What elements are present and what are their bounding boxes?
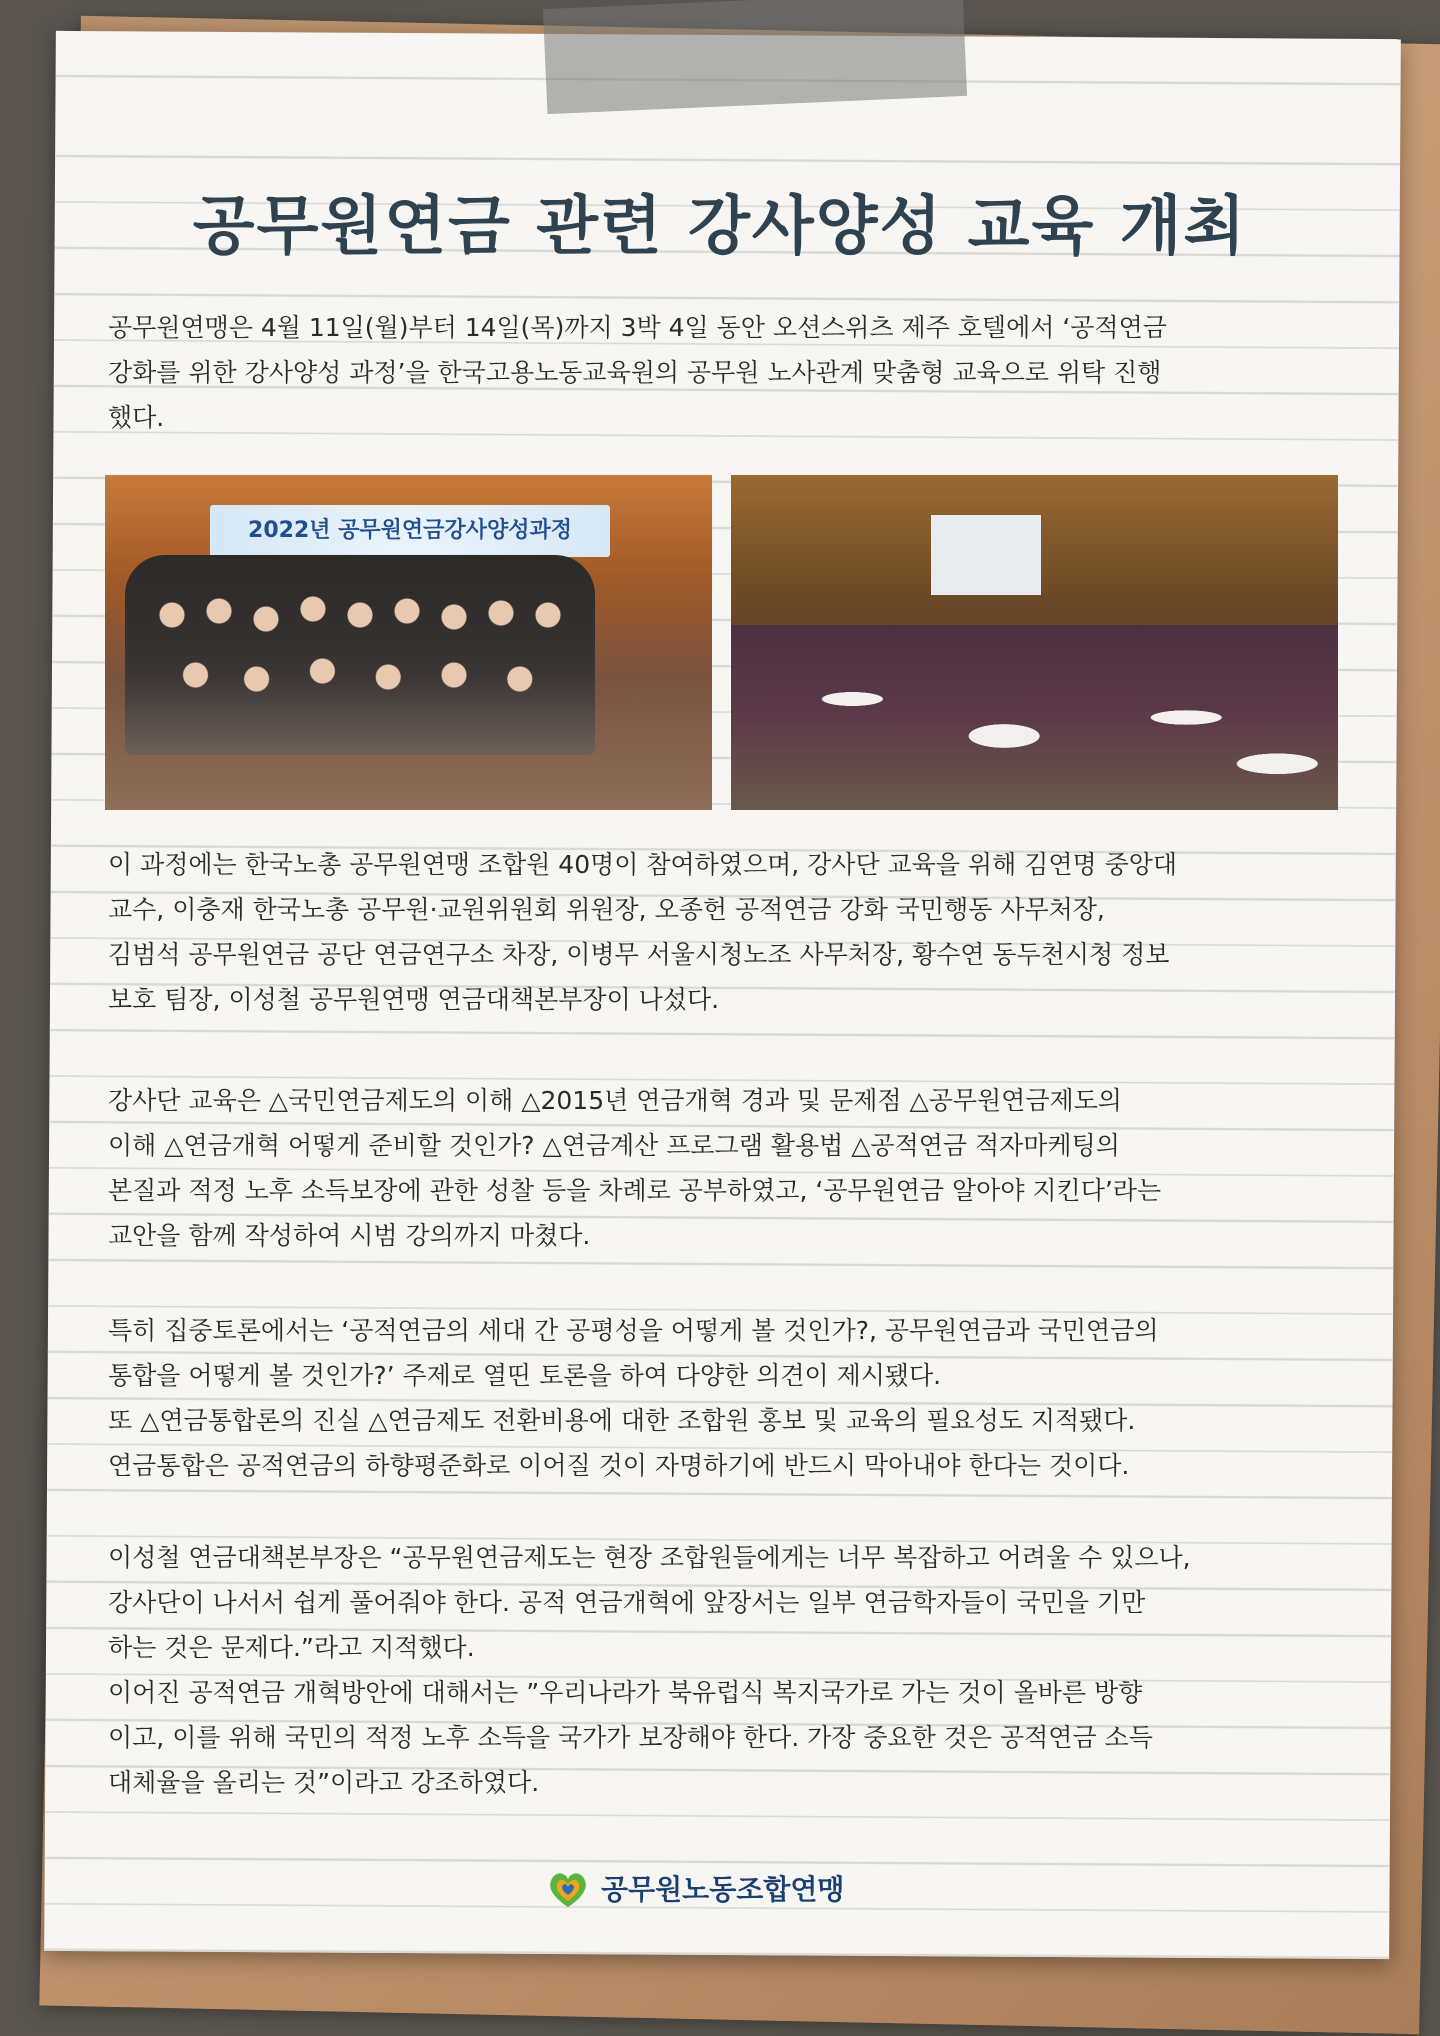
paragraph-remarks [108,1535,1338,1805]
paragraph-curriculum [108,1078,1338,1258]
paragraph-line: 교수, 이충재 한국노총 공무원·교원위원회 위원장, 오종헌 공적연금 강화 국민행동 사무처장, [108,895,1105,924]
paragraph-line: 대체율을 올리는 것”이라고 강조하였다. [108,1768,540,1797]
lecture-tables-graphic [731,625,1338,810]
org-logo [545,1865,844,1911]
paragraph-line: 보호 팀장, 이성철 공무원연맹 연금대책본부장이 나섰다. [108,985,720,1014]
paragraph-line: 연금통합은 공적연금의 하향평준화로 이어질 것이 자명하기에 반드시 막아내야 한다는 것이다. [108,1451,1130,1480]
org-name: 공무원노동조합연맹 [601,1873,845,1906]
paragraph-line: 본질과 적정 노후 소득보장에 관한 성찰 등을 차례로 공부하였고, ‘공무원연금 알아야 지킨다’라는 [108,1176,1162,1205]
paragraph-line: 이 과정에는 한국노총 공무원연맹 조합원 40명이 참여하였으며, 강사단 교육을 위해 김연명 중앙대 [108,850,1178,879]
paragraph-line: 특히 집중토론에서는 ‘공적연금의 세대 간 공평성을 어떻게 볼 것인가?, 공무원연금과 국민연금의 [108,1316,1159,1345]
paragraph-line: 하는 것은 문제다.”라고 지적했다. [108,1633,475,1662]
paragraph-discussion [108,1308,1338,1488]
paragraph-line: 이해 △연금개혁 어떻게 준비할 것인가? △연금계산 프로그램 활용법 △공적연금 적자마케팅의 [108,1131,1120,1160]
paragraph-line: 강사단이 나서서 쉽게 풀어줘야 한다. 공적 연금개혁에 앞장서는 일부 연금학자들이 국민을 기만 [108,1588,1146,1617]
paragraph-line: 강화를 위한 강사양성 과정’을 한국고용노동교육원의 공무원 노사관계 맞춤형 교육으로 위탁 진행 [108,358,1162,387]
paragraph-line: 이성철 연금대책본부장은 “공무원연금제도는 현장 조합원들에게는 너무 복잡하고 어려울 수 있으나, [108,1543,1191,1572]
paragraph-participants [108,842,1338,1022]
paragraph-line: 했다. [108,403,165,432]
paragraph-line: 교안을 함께 작성하여 시범 강의까지 마쳤다. [108,1221,591,1250]
paragraph-line: 이어진 공적연금 개혁방안에 대해서는 ”우리나라가 북유럽식 복지국가로 가는 것이 올바른 방향 [108,1678,1143,1707]
paragraph-line: 공무원연맹은 4월 11일(월)부터 14일(목)까지 3박 4일 동안 오션스위츠 제주 호텔에서 ‘공적연금 [108,313,1167,342]
lecture-photo [731,475,1338,810]
photo-banner: 2022년 공무원연금강사양성과정 [210,505,610,557]
group-photo [105,475,712,810]
paragraph-line: 또 △연금통합론의 진실 △연금제도 전환비용에 대한 조합원 홍보 및 교육의 필요성도 지적됐다. [108,1406,1136,1435]
paragraph-intro [108,305,1338,440]
group-crowd-graphic [125,555,595,755]
org-logo-icon [545,1867,591,1909]
paragraph-line: 김범석 공무원연금 공단 연금연구소 차장, 이병무 서울시청노조 사무처장, 황수연 동두천시청 정보 [108,940,1170,969]
page-title: 공무원연금 관련 강사양성 교육 개최 [192,190,1248,264]
paragraph-line: 강사단 교육은 △국민연금제도의 이해 △2015년 연금개혁 경과 및 문제점 △공무원연금제도의 [108,1086,1122,1115]
projector-screen-graphic [931,515,1041,595]
tape-icon [543,0,967,114]
paragraph-line: 이고, 이를 위해 국민의 적정 노후 소득을 국가가 보장해야 한다. 가장 중요한 것은 공적연금 소득 [108,1723,1153,1752]
paragraph-line: 통합을 어떻게 볼 것인가?’ 주제로 열띤 토론을 하여 다양한 의견이 제시됐다. [108,1361,942,1390]
